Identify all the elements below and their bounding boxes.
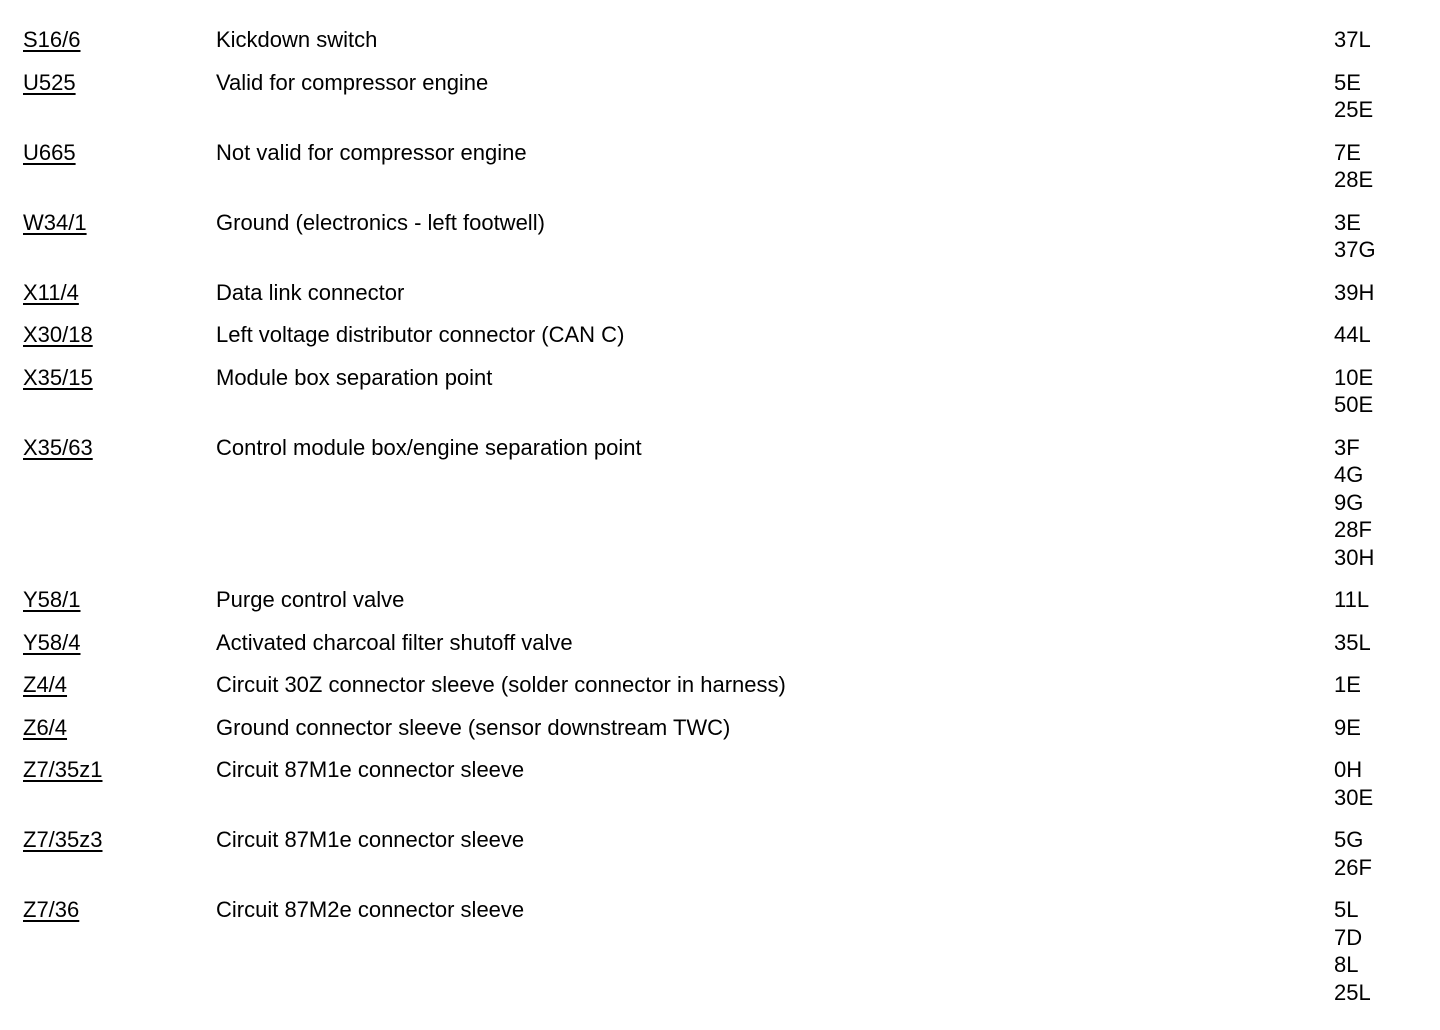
component-code-link[interactable]: U525 bbox=[23, 69, 76, 95]
grid-coordinate: 9E bbox=[1334, 714, 1361, 740]
legend-row bbox=[0, 586, 1440, 629]
component-code-link[interactable]: U665 bbox=[23, 139, 76, 165]
component-legend-table bbox=[0, 26, 1440, 1021]
grid-coordinate: 10E bbox=[1334, 364, 1374, 390]
component-description: Activated charcoal filter shutoff valve bbox=[216, 629, 573, 655]
component-description: Data link connector bbox=[216, 279, 405, 305]
legend-row bbox=[0, 671, 1440, 714]
grid-coordinate: 25E bbox=[1334, 97, 1374, 122]
grid-coordinate: 39H bbox=[1334, 279, 1375, 305]
grid-coordinates bbox=[1334, 279, 1434, 307]
component-code-link[interactable]: Y58/1 bbox=[23, 587, 81, 612]
grid-coordinate: 35L bbox=[1334, 629, 1371, 655]
grid-coordinate: 1E bbox=[1334, 672, 1361, 697]
grid-coordinate: 8L bbox=[1334, 952, 1359, 977]
grid-coordinate: 11L bbox=[1334, 587, 1370, 612]
component-code-link[interactable]: S16/6 bbox=[23, 27, 81, 52]
grid-coordinates bbox=[1334, 714, 1434, 742]
grid-coordinate: 30H bbox=[1334, 544, 1375, 570]
grid-coordinates bbox=[1334, 434, 1434, 572]
grid-coordinates bbox=[1334, 364, 1434, 419]
component-code-link[interactable]: Z7/35z3 bbox=[23, 827, 103, 852]
component-description: Not valid for compressor engine bbox=[216, 139, 527, 165]
component-code-link[interactable]: Z7/36 bbox=[23, 897, 80, 922]
component-description: Circuit 87M1e connector sleeve bbox=[216, 827, 525, 852]
legend-row bbox=[0, 364, 1440, 434]
grid-coordinates bbox=[1334, 629, 1434, 657]
grid-coordinate: 4G bbox=[1334, 462, 1364, 487]
grid-coordinate: 3F bbox=[1334, 434, 1360, 460]
grid-coordinate: 28E bbox=[1334, 167, 1374, 192]
grid-coordinate: 3E bbox=[1334, 209, 1361, 235]
grid-coordinate: 5L bbox=[1334, 897, 1359, 922]
component-code-link[interactable]: Z7/35z1 bbox=[23, 757, 103, 782]
legend-row bbox=[0, 321, 1440, 364]
component-code-link[interactable]: X11/4 bbox=[23, 279, 79, 305]
component-description: Circuit 87M2e connector sleeve bbox=[216, 897, 525, 922]
grid-coordinate: 0H bbox=[1334, 757, 1363, 782]
legend-row bbox=[0, 896, 1440, 1021]
component-code-link[interactable]: Z4/4 bbox=[23, 672, 68, 697]
grid-coordinates bbox=[1334, 896, 1434, 1006]
component-description: Circuit 87M1e connector sleeve bbox=[216, 757, 525, 782]
component-description: Ground connector sleeve (sensor downstream TWC) bbox=[216, 714, 731, 740]
component-code-link[interactable]: X35/63 bbox=[23, 434, 93, 460]
legend-row bbox=[0, 826, 1440, 896]
component-code-link[interactable]: X30/18 bbox=[23, 322, 93, 347]
grid-coordinates bbox=[1334, 69, 1434, 124]
legend-row bbox=[0, 629, 1440, 672]
legend-row bbox=[0, 714, 1440, 757]
grid-coordinate: 5G bbox=[1334, 827, 1364, 852]
legend-row bbox=[0, 26, 1440, 69]
component-code-link[interactable]: X35/15 bbox=[23, 364, 93, 390]
component-code-link[interactable]: Y58/4 bbox=[23, 629, 81, 655]
grid-coordinate: 26F bbox=[1334, 854, 1372, 880]
grid-coordinates bbox=[1334, 139, 1434, 194]
component-description: Module box separation point bbox=[216, 364, 493, 390]
legend-row bbox=[0, 434, 1440, 587]
component-description: Control module box/engine separation point bbox=[216, 434, 642, 460]
component-code-link[interactable]: Z6/4 bbox=[23, 714, 68, 740]
legend-row bbox=[0, 279, 1440, 322]
component-description: Valid for compressor engine bbox=[216, 69, 489, 95]
grid-coordinate: 5E bbox=[1334, 69, 1361, 95]
grid-coordinate: 30E bbox=[1334, 784, 1374, 810]
legend-row bbox=[0, 756, 1440, 826]
component-description: Circuit 30Z connector sleeve (solder connector in harness) bbox=[216, 672, 786, 697]
grid-coordinate: 37G bbox=[1334, 237, 1376, 262]
component-code-link[interactable]: W34/1 bbox=[23, 209, 87, 235]
grid-coordinate: 50E bbox=[1334, 392, 1374, 417]
grid-coordinates bbox=[1334, 209, 1434, 264]
grid-coordinates bbox=[1334, 321, 1434, 349]
component-description: Kickdown switch bbox=[216, 27, 378, 52]
legend-row bbox=[0, 209, 1440, 279]
grid-coordinates bbox=[1334, 671, 1434, 699]
grid-coordinate: 37L bbox=[1334, 27, 1371, 52]
grid-coordinate: 44L bbox=[1334, 322, 1371, 347]
grid-coordinates bbox=[1334, 756, 1434, 811]
legend-row bbox=[0, 69, 1440, 139]
component-description: Left voltage distributor connector (CAN C) bbox=[216, 322, 625, 347]
legend-row bbox=[0, 139, 1440, 209]
grid-coordinates bbox=[1334, 586, 1434, 614]
grid-coordinate: 25L bbox=[1334, 979, 1371, 1005]
grid-coordinate: 7E bbox=[1334, 139, 1361, 165]
grid-coordinate: 28F bbox=[1334, 517, 1372, 542]
grid-coordinate: 7D bbox=[1334, 924, 1363, 950]
grid-coordinates bbox=[1334, 826, 1434, 881]
component-description: Ground (electronics - left footwell) bbox=[216, 209, 545, 235]
grid-coordinates bbox=[1334, 26, 1434, 54]
component-description: Purge control valve bbox=[216, 587, 405, 612]
grid-coordinate: 9G bbox=[1334, 489, 1364, 515]
